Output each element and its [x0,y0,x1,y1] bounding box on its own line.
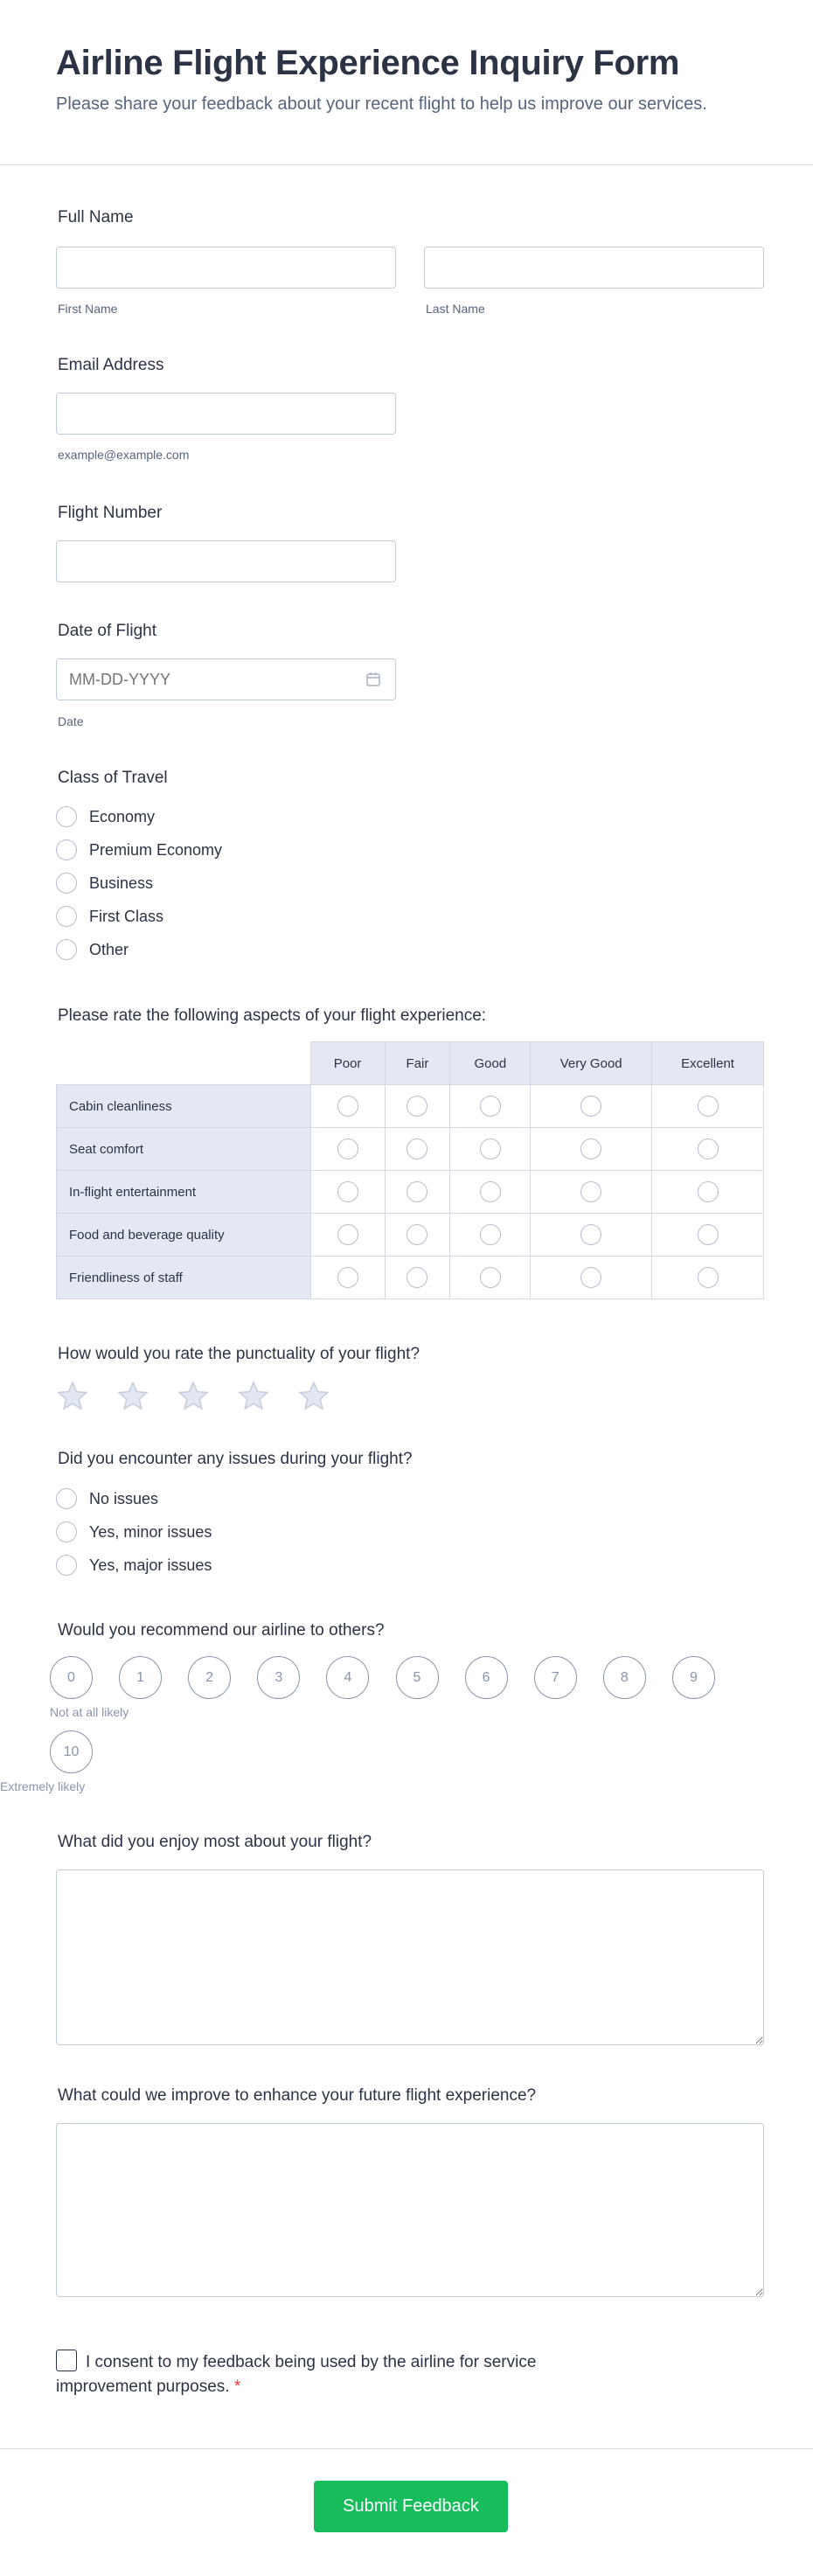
matrix-cell [531,1085,652,1128]
required-asterisk: * [233,2378,241,2396]
matrix-cell [385,1171,450,1214]
matrix-radio[interactable] [580,1224,601,1245]
star-icon[interactable] [177,1380,210,1413]
radio-economy[interactable] [56,806,155,827]
matrix-radio[interactable] [580,1181,601,1202]
matrix-row-label: Food and beverage quality [57,1214,311,1257]
matrix-radio[interactable] [337,1181,358,1202]
matrix-cell [450,1214,531,1257]
radio-first-class[interactable] [56,906,163,927]
matrix-column-header: Excellent [652,1042,764,1085]
scale-option-2[interactable]: 2 [188,1656,231,1699]
radio-label: Economy [89,807,156,825]
class-of-travel-label: Class of Travel [58,769,168,787]
matrix-cell [310,1214,385,1257]
improve-label: What could we improve to enhance your future flight experience? [58,2086,537,2105]
matrix-row [57,1257,764,1299]
last-name-input[interactable] [424,247,764,289]
punctuality-label: How would you rate the punctuality of your flight? [58,1345,420,1363]
matrix-cell [385,1085,450,1128]
page-title: Airline Flight Experience Inquiry Form [56,44,680,82]
radio-label: No issues [89,1489,159,1507]
scale-option-0[interactable]: 0 [50,1656,93,1699]
matrix-cell [385,1128,450,1171]
matrix-radio[interactable] [480,1181,501,1202]
first-name-sublabel: First Name [58,302,118,316]
improve-textarea[interactable] [56,2123,764,2297]
matrix-radio[interactable] [406,1224,427,1245]
header-divider [0,164,813,165]
matrix-column-header: Very Good [531,1042,652,1085]
matrix-cell [385,1214,450,1257]
flight-number-input[interactable] [56,540,396,582]
matrix-cell [652,1171,764,1214]
radio-circle[interactable] [56,906,77,927]
radio-circle[interactable] [56,1488,77,1509]
matrix-cell [450,1257,531,1299]
radio-label: Other [89,940,129,958]
star-icon[interactable] [237,1380,270,1413]
matrix-radio[interactable] [698,1181,719,1202]
page-subtitle: Please share your feedback about your recent flight to help us improve our services. [56,94,707,114]
matrix-radio[interactable] [698,1267,719,1288]
matrix-radio[interactable] [337,1267,358,1288]
matrix-column-header: Poor [310,1042,385,1085]
radio-other[interactable] [56,939,129,960]
calendar-icon[interactable] [365,672,381,687]
radio-circle[interactable] [56,939,77,960]
flight-number-label: Flight Number [58,504,163,522]
matrix-radio[interactable] [480,1096,501,1117]
rating-matrix [56,1041,764,1299]
matrix-radio[interactable] [406,1267,427,1288]
radio-label: Premium Economy [89,840,223,859]
radio-minor-issues[interactable] [56,1521,212,1542]
matrix-radio[interactable] [337,1224,358,1245]
date-sublabel: Date [58,714,84,728]
first-name-input[interactable] [56,247,396,289]
matrix-radio[interactable] [406,1096,427,1117]
issues-label: Did you encounter any issues during your flight? [58,1450,413,1468]
matrix-row-label: Seat comfort [57,1128,311,1171]
consent-label: I consent to my feedback being used by the airline for service improvement purposes. [56,2353,537,2396]
radio-premium-economy[interactable] [56,839,222,860]
matrix-radio[interactable] [698,1138,719,1159]
scale-option-9[interactable]: 9 [672,1656,715,1699]
matrix-row [57,1171,764,1214]
matrix-cell [652,1257,764,1299]
matrix-cell [310,1171,385,1214]
last-name-sublabel: Last Name [426,302,485,316]
radio-major-issues[interactable] [56,1555,212,1576]
matrix-radio[interactable] [580,1267,601,1288]
scale-option-5[interactable]: 5 [396,1656,439,1699]
matrix-radio[interactable] [480,1224,501,1245]
submit-button[interactable]: Submit Feedback [314,2481,508,2532]
radio-label: Yes, major issues [89,1556,212,1574]
matrix-radio[interactable] [337,1138,358,1159]
scale-option-6[interactable]: 6 [465,1656,508,1699]
matrix-row [57,1085,764,1128]
matrix-row-label: Cabin cleanliness [57,1085,311,1128]
consent-field [56,2350,615,2399]
date-input[interactable] [56,658,396,700]
matrix-cell [652,1085,764,1128]
matrix-cell [310,1257,385,1299]
matrix-label: Please rate the following aspects of your flight experience: [58,1006,487,1025]
matrix-row-label: Friendliness of staff [57,1257,311,1299]
radio-circle[interactable] [56,1521,77,1542]
radio-business[interactable] [56,873,153,894]
scale-high-label: Extremely likely [0,1779,86,1793]
scale-option-7[interactable]: 7 [534,1656,577,1699]
email-input[interactable] [56,393,396,435]
matrix-column-header: Good [450,1042,531,1085]
footer-divider [0,2448,813,2449]
matrix-radio[interactable] [480,1138,501,1159]
radio-circle[interactable] [56,806,77,827]
matrix-corner [57,1042,311,1085]
email-hint: example@example.com [58,448,190,462]
email-label: Email Address [58,356,164,374]
matrix-cell [310,1085,385,1128]
radio-label: Business [89,874,154,892]
matrix-cell [531,1214,652,1257]
matrix-cell [531,1171,652,1214]
matrix-radio[interactable] [337,1096,358,1117]
matrix-column-header: Fair [385,1042,450,1085]
matrix-radio[interactable] [480,1267,501,1288]
matrix-cell [310,1128,385,1171]
radio-no-issues[interactable] [56,1488,158,1509]
matrix-cell [450,1128,531,1171]
star-icon[interactable] [56,1380,89,1413]
star-icon[interactable] [297,1380,330,1413]
star-rating [56,1380,330,1413]
star-icon[interactable] [116,1380,149,1413]
matrix-row [57,1214,764,1257]
radio-circle[interactable] [56,839,77,860]
matrix-radio[interactable] [580,1138,601,1159]
recommend-label: Would you recommend our airline to others? [58,1621,385,1640]
scale-option-4[interactable]: 4 [326,1656,369,1699]
matrix-cell [450,1085,531,1128]
scale-option-10[interactable]: 10 [50,1730,93,1773]
matrix-cell [385,1257,450,1299]
matrix-radio[interactable] [580,1096,601,1117]
matrix-radio[interactable] [698,1096,719,1117]
enjoy-textarea[interactable] [56,1869,764,2045]
scale-option-8[interactable]: 8 [603,1656,646,1699]
matrix-row-label: In-flight entertainment [57,1171,311,1214]
consent-checkbox[interactable] [56,2350,77,2371]
matrix-cell [531,1257,652,1299]
full-name-label: Full Name [58,208,134,226]
matrix-row [57,1128,764,1171]
matrix-cell [450,1171,531,1214]
radio-label: First Class [89,907,163,925]
matrix-radio[interactable] [406,1181,427,1202]
radio-circle[interactable] [56,873,77,894]
matrix-cell [652,1128,764,1171]
matrix-radio[interactable] [406,1138,427,1159]
scale-option-3[interactable]: 3 [257,1656,300,1699]
scale-low-label: Not at all likely [50,1705,129,1719]
matrix-cell [531,1128,652,1171]
scale-option-1[interactable]: 1 [119,1656,162,1699]
radio-label: Yes, minor issues [89,1522,212,1541]
radio-circle[interactable] [56,1555,77,1576]
matrix-cell [652,1214,764,1257]
date-label: Date of Flight [58,622,156,640]
matrix-radio[interactable] [698,1224,719,1245]
enjoy-label: What did you enjoy most about your flight? [58,1833,372,1851]
